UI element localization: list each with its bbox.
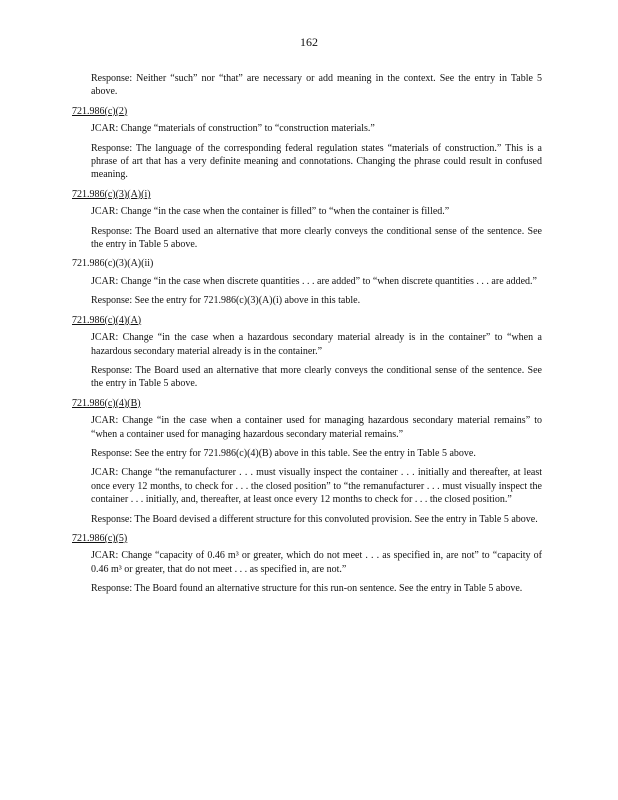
response-paragraph: Response: See the entry for 721.986(c)(4)(B) above in this table. See the entry in Table 5 above. [91,447,476,459]
jcar-paragraph: JCAR: Change “in the case when the container is filled” to “when the container is filled.” [91,206,450,218]
document-body [72,72,542,602]
entry-721-986-c-3-a-ii [72,257,542,307]
jcar-paragraph: JCAR: Change “materials of construction” to “construction materials.” [91,123,375,135]
section-heading: 721.986(c)(2) [72,105,128,117]
response-paragraph: Response: The Board used an alternative that more clearly conveys the conditional sense of the sentence. See the entry in Table 5 above. [91,364,542,390]
jcar-paragraph: JCAR: Change “capacity of 0.46 m³ or greater, which do not meet . . . as specified in, are not” to “capacity of 0.46 m³ or greater, that do not meet . . . as specified in, are not.” [91,550,542,575]
section-heading: 721.986(c)(4)(A) [72,314,142,326]
response-paragraph: Response: The Board found an alternative structure for this run-on sentence. See the entry in Table 5 above. [91,583,523,595]
response-paragraph: Response: The Board used an alternative that more clearly conveys the conditional sense of the sentence. See the entry in Table 5 above. [91,225,542,251]
entry-721-986-c-3-a-i [72,188,542,252]
entry-721-986-c-5 [72,532,542,596]
entry-721-986-c-4-a [72,314,542,391]
entry-721-986-c-4-b [72,397,542,526]
response-paragraph: Response: Neither “such” nor “that” are necessary or add meaning in the context. See the entry in Table 5 above. [91,73,542,98]
jcar-paragraph: JCAR: Change “in the case when a hazardous secondary material already is in the container” to “when a hazardous secondary material already is in the container.” [91,332,542,357]
page-number: 162 [300,35,318,49]
entry-721-986-c-2 [72,105,542,182]
section-heading: 721.986(c)(4)(B) [72,397,141,409]
entry-continuation [72,72,542,99]
section-heading: 721.986(c)(5) [72,532,128,544]
response-paragraph: Response: The Board devised a different structure for this convoluted provision. See the entry in Table 5 above. [91,513,538,525]
section-heading: 721.986(c)(3)(A)(ii) [72,258,154,270]
jcar-paragraph: JCAR: Change “the remanufacturer . . . must visually inspect the container . . . initially and thereafter, at least once every 12 months, to check for . . . the closed position” to “the remanufacturer . . . must visually inspect the container . . . initially, and, thereafter, at least once every 12 months to check for . . . the closed position.” [91,467,542,506]
jcar-paragraph: JCAR: Change “in the case when discrete quantities . . . are added” to “when discrete quantities . . . are added.” [91,275,537,287]
response-paragraph: Response: See the entry for 721.986(c)(3)(A)(i) above in this table. [91,295,361,307]
response-paragraph: Response: The language of the corresponding federal regulation states “materials of construction.” This is a phrase of art that has a very definite meaning and connotations. Changing the phrase could result in confused meaning. [91,142,542,181]
jcar-paragraph: JCAR: Change “in the case when a container used for managing hazardous secondary material remains” to “when a container used for managing hazardous secondary material remains.” [91,415,542,440]
section-heading: 721.986(c)(3)(A)(i) [72,188,151,200]
